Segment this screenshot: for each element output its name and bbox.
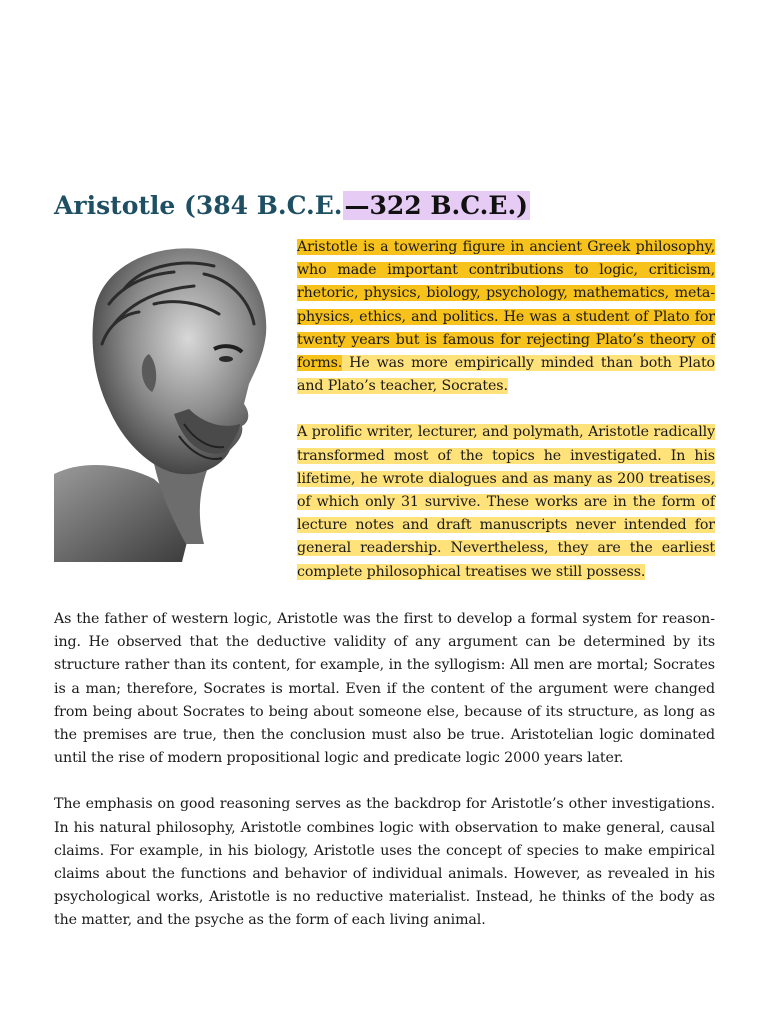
aristotle-bust-image [54, 244, 276, 562]
title-dates-highlight: —322 B.C.E.) [344, 191, 528, 220]
intro-paragraph-2 [297, 421, 715, 583]
highlighted-text-light: He was more empirically minded than both Plato and Plato’s teacher, Socrates. [297, 355, 715, 395]
body-text [54, 608, 715, 956]
highlighted-text: Aristotle is a towering figure in ancient Greek philosophy, who made important contributions to logic, criticism, rhetoric, physics, biology, psychology, mathematics, metaphysics, ethics, and politics. He was a student of Plato for twenty years but is famous for rejecting Plato’s theory of forms. [297, 239, 715, 372]
title-name: Aristotle (384 B.C.E. [54, 191, 343, 220]
highlighted-text-light: A prolific writer, lecturer, and polymath, Aristotle radically transformed most of the topics he investigated. In his lifetime, he wrote dialogues and as many as 200 treatises, of which only 31 survive. These works are in the form of lecture notes and draft manuscripts never intended for general readership. Nevertheless, they are the earliest complete philosophical treatises we still possess. [297, 424, 715, 580]
intro-paragraph-1 [297, 236, 715, 398]
body-paragraph-1: As the father of western logic, Aristotle was the first to develop a formal system for reasoning. He observed that the deductive validity of any argument can be determined by its structure rather than its content, for example, in the syllogism: All men are mortal; Socrates is a man; therefore, Socrates is mortal. Even if the content of the argument were changed from being about Socrates to being about someone else, because of its structure, as long as the premises are true, then the conclusion must also be true. Aristotelian logic dominated until the rise of modern propositional logic and predicate logic 2000 years later. [54, 611, 715, 767]
aristotle-bust-icon [54, 244, 276, 562]
body-paragraph-2: The emphasis on good reasoning serves as the backdrop for Aristotle’s other investigations. In his natural philosophy, Aristotle combines logic with observation to make general, causal claims. For example, in his biology, Aristotle uses the concept of species to make empirical claims about the functions and behavior of individual animals. However, as revealed in his psychological works, Aristotle is no reductive materialist. Instead, he thinks of the body as the matter, and the psyche as the form of each living animal. [54, 796, 715, 929]
page-title [54, 188, 530, 224]
intro-column [297, 236, 715, 607]
